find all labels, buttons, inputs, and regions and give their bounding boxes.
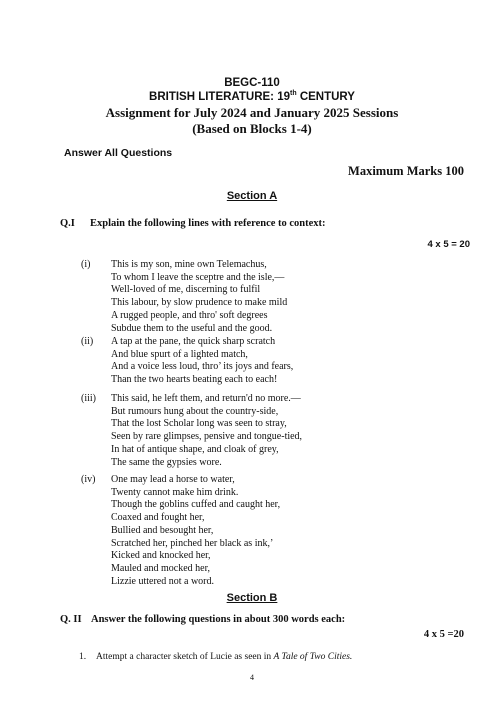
poem-line: In hat of antique shape, and cloak of grey, bbox=[111, 443, 279, 455]
poem-line: This said, he left them, and return'd no more.— bbox=[111, 393, 301, 404]
poem-line: Twenty cannot make him drink. bbox=[111, 486, 239, 498]
poem-line: A rugged people, and thro' soft degrees bbox=[111, 309, 268, 321]
poem-line: Lizzie uttered not a word. bbox=[111, 575, 215, 587]
poem-line: One may lead a horse to water, bbox=[111, 474, 235, 485]
passage-iii bbox=[111, 393, 302, 469]
maximum-marks: Maximum Marks 100 bbox=[348, 164, 464, 178]
poem-line: That the lost Scholar long was seen to stray, bbox=[111, 418, 287, 430]
passage-i bbox=[111, 259, 287, 335]
poem-line: This labour, by slow prudence to make mild bbox=[111, 297, 288, 309]
poem-line: Mauled and mocked her, bbox=[111, 562, 211, 574]
section-a-marks: 4 x 5 = 20 bbox=[427, 239, 470, 250]
course-title: BRITISH LITERATURE: 19th CENTURY bbox=[149, 90, 355, 103]
course-code: BEGC-110 bbox=[224, 77, 280, 89]
question-2-label: Q. II bbox=[60, 614, 82, 625]
poem-line: To whom I leave the sceptre and the isle,— bbox=[111, 271, 285, 283]
poem-line: Kicked and knocked her, bbox=[111, 550, 211, 562]
item-1-text: Attempt a character sketch of Lucie as seen in A Tale of Two Cities. bbox=[96, 652, 353, 662]
passage-ii bbox=[111, 336, 293, 387]
passage-number: (iii) bbox=[81, 393, 96, 404]
poem-line: This is my son, mine own Telemachus, bbox=[111, 259, 267, 270]
blocks-line: (Based on Blocks 1-4) bbox=[192, 121, 312, 136]
poem-line: Coaxed and fought her, bbox=[111, 512, 205, 524]
passage-number: (ii) bbox=[81, 336, 94, 347]
question-1-label: Q.I bbox=[60, 218, 75, 229]
poem-line: Scratched her, pinched her black as ink,’ bbox=[111, 537, 274, 549]
passage-iv bbox=[111, 474, 280, 588]
poem-line: A tap at the pane, the quick sharp scratch bbox=[111, 336, 276, 347]
poem-line: But rumours hung about the country-side, bbox=[111, 405, 279, 417]
poem-line: The same the gypsies wore. bbox=[111, 456, 222, 468]
page-number: 4 bbox=[250, 673, 254, 682]
poem-line: Seen by rare glimpses, pensive and tongue-tied, bbox=[111, 431, 303, 443]
section-a-heading: Section A bbox=[226, 190, 278, 202]
poem-line: And blue spurt of a lighted match, bbox=[111, 348, 248, 360]
poem-line: Well-loved of me, discerning to fulfil bbox=[111, 284, 261, 296]
poem-line: Though the goblins cuffed and caught her, bbox=[111, 499, 281, 511]
poem-line: And a voice less loud, thro’ its joys and fears, bbox=[111, 361, 294, 373]
question-2-text: Answer the following questions in about 300 words each: bbox=[91, 614, 346, 625]
section-b-marks: 4 x 5 =20 bbox=[423, 629, 464, 640]
assignment-line: Assignment for July 2024 and January 2025 Sessions bbox=[105, 105, 399, 120]
passage-number: (i) bbox=[81, 259, 91, 270]
answer-all-label: Answer All Questions bbox=[64, 147, 173, 159]
passage-number: (iv) bbox=[81, 474, 96, 485]
item-number: 1. bbox=[79, 652, 87, 662]
question-1-text: Explain the following lines with reference to context: bbox=[90, 218, 326, 229]
poem-line: Subdue them to the useful and the good. bbox=[111, 322, 273, 334]
poem-line: Bullied and besought her, bbox=[111, 524, 214, 536]
poem-line: Than the two hearts beating each to each! bbox=[111, 374, 278, 386]
section-b-heading: Section B bbox=[226, 592, 278, 604]
